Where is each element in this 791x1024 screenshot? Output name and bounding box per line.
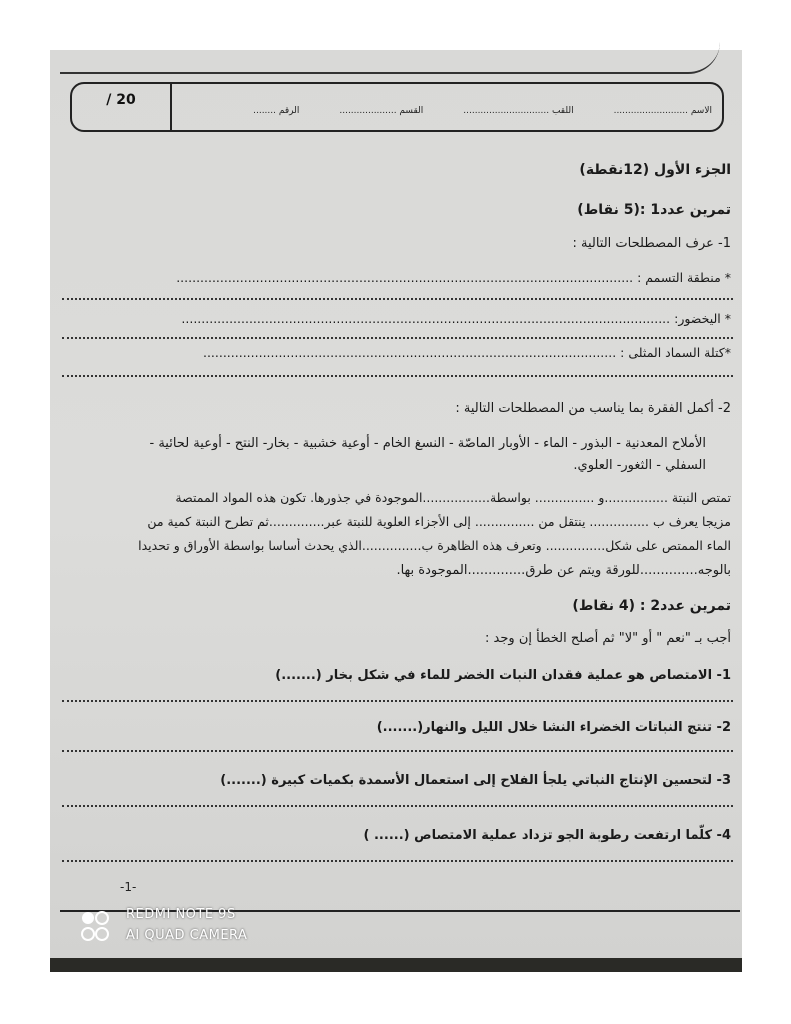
exercise2-instruction: أجب بـ "نعم " أو "لا" ثم أصلح الخطأ إن وجد : — [485, 631, 731, 646]
exercise1-title: تمرين عدد1 :(5 نقاط) — [577, 202, 731, 218]
background-edge — [50, 958, 742, 972]
answer-line — [62, 860, 733, 862]
term-2: * اليخضور: ........................................................................................................................... — [181, 311, 731, 326]
student-fields — [253, 106, 712, 116]
exercise1-q2: 2- أكمل الفقرة بما يناسب من المصطلحات التالية : — [455, 401, 731, 416]
class-field: القسم .................... — [339, 106, 424, 116]
watermark-line1: REDMI NOTE 9S — [126, 907, 236, 922]
page-number: -1- — [120, 880, 137, 894]
question-3: 3- لتحسين الإنتاج النباتي يلجأ الفلاح إلى استعمال الأسمدة بكميات كبيرة (.......) — [220, 773, 731, 788]
exercise2-title: تمرين عدد2 : (4 نقاط) — [572, 598, 731, 614]
score-box: / 20 — [72, 84, 172, 130]
exercise1-q1: 1- عرف المصطلحات التالية : — [572, 236, 731, 251]
answer-line — [62, 805, 733, 807]
answer-line — [62, 750, 733, 752]
answer-line — [62, 298, 733, 300]
term-3: *كتلة السماد المثلى : ........................................................................................................ — [202, 345, 731, 360]
paragraph-line: مزيجا يعرف ب ............... ينتقل من ............... إلى الأجزاء العلوية للنبتة عبر..............ثم تطرح النبتة كمية من — [147, 514, 731, 529]
surname-field: اللقب .............................. — [463, 106, 574, 116]
paragraph-line: بالوجه..............للورقة ويتم عن طرق..............الموجودة بها. — [396, 563, 731, 578]
question-2: 2- تنتج النباتات الخضراء النشا خلال الليل والنهار(.......) — [376, 720, 731, 735]
term-1: * منطقة التسمم : ................................................................................................................... — [176, 270, 731, 285]
word-bank-line: السفلي - الثغور- العلوي. — [573, 458, 706, 473]
question-4: 4- كلّما ارتفعت رطوبة الجو تزداد عملية الامتصاص (...... ) — [363, 828, 731, 843]
answer-line — [62, 700, 733, 702]
answer-line — [62, 375, 733, 377]
paragraph-line: تمتص النبتة ................و ............... بواسطة.................الموجودة في جذورها. تكون هذه المواد الممتصة — [175, 490, 731, 505]
name-field: الاسم .......................... — [613, 106, 712, 116]
top-border-line — [60, 42, 720, 74]
answer-line — [62, 337, 733, 339]
part-title: الجزء الأول (12نقطة) — [579, 162, 731, 178]
student-info-box — [70, 82, 724, 132]
number-field: الرقم ........ — [253, 106, 300, 116]
question-1: 1- الامتصاص هو عملية فقدان النبات الخضر للماء في شكل بخار (.......) — [275, 668, 731, 683]
watermark-line2: AI QUAD CAMERA — [126, 928, 248, 943]
camera-logo-icon — [80, 910, 120, 942]
word-bank-line: الأملاح المعدنية - البذور - الماء - الأوبار الماصّة - النسغ الخام - أوعية خشبية - بخار- النتح - أوعية لحائية - — [149, 436, 706, 451]
paragraph-line: الماء الممتص على شكل............... وتعرف هذه الظاهرة ب...............الذي يحدث أساسا بواسطة الأوراق و تحديدا — [138, 538, 731, 553]
